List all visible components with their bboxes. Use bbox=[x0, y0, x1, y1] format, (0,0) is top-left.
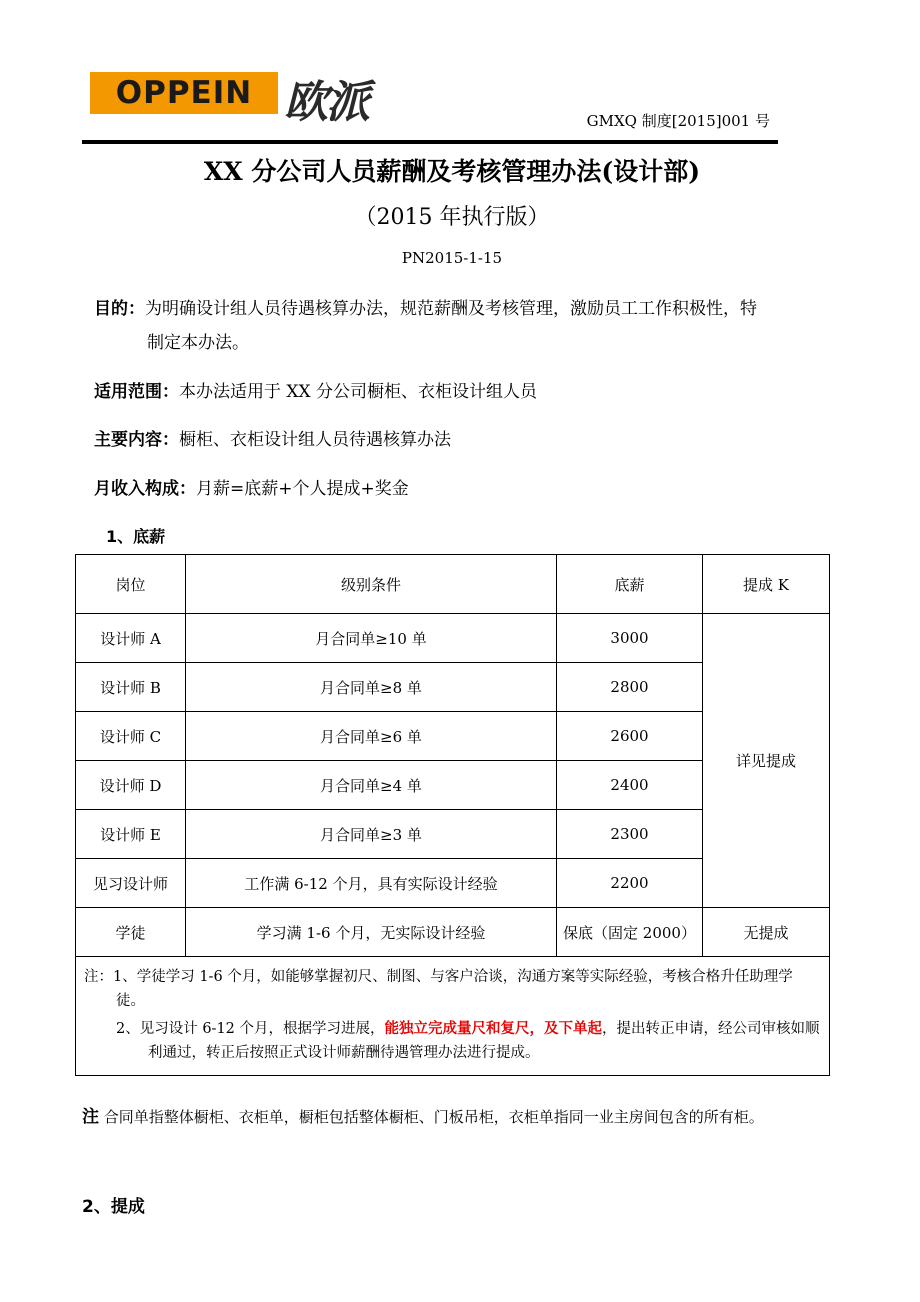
scope-paragraph bbox=[94, 375, 824, 409]
section-heading-commission: 2、提成 bbox=[82, 1197, 145, 1217]
logo-chinese-text: 欧派 bbox=[284, 77, 368, 128]
cell-salary: 保底（固定 2000） bbox=[557, 908, 703, 957]
content-text: 橱柜、衣柜设计组人员待遇核算办法 bbox=[179, 430, 451, 450]
purpose-continuation: 制定本办法。 bbox=[147, 333, 249, 353]
note-2-prefix: 2、见习设计 6-12 个月，根据学习进展， bbox=[116, 1021, 385, 1037]
cell-post: 学徒 bbox=[76, 908, 186, 957]
section-heading-base-salary: 1、底薪 bbox=[106, 527, 166, 546]
note-2 bbox=[84, 1017, 821, 1065]
cell-post: 设计师 D bbox=[76, 761, 186, 810]
header-commission: 提成 K bbox=[703, 555, 830, 614]
cell-condition: 月合同单≥6 单 bbox=[186, 712, 557, 761]
note-2-suffix: ，提出转正申请，经公司审核如顺利通过，转正后按照正式设计师薪酬待遇管理办法进行提成。 bbox=[148, 1021, 820, 1061]
contract-footnote bbox=[82, 1102, 842, 1127]
income-text: 月薪=底薪+个人提成+奖金 bbox=[196, 479, 409, 499]
company-logo bbox=[90, 72, 278, 114]
logo-text: OPPEIN bbox=[115, 75, 253, 111]
scope-label: 适用范围： bbox=[94, 382, 179, 402]
cell-condition: 月合同单≥3 单 bbox=[186, 810, 557, 859]
cell-salary: 3000 bbox=[557, 614, 703, 663]
cell-post: 见习设计师 bbox=[76, 859, 186, 908]
purpose-label: 目的： bbox=[94, 299, 145, 319]
cell-condition: 月合同单≥4 单 bbox=[186, 761, 557, 810]
cell-salary: 2300 bbox=[557, 810, 703, 859]
document-number: GMXQ 制度[2015]001 号 bbox=[586, 112, 770, 130]
cell-commission: 无提成 bbox=[703, 908, 830, 957]
content-label: 主要内容： bbox=[94, 430, 179, 450]
cell-salary: 2600 bbox=[557, 712, 703, 761]
document-pn: PN2015-1-15 bbox=[401, 249, 503, 267]
document-title: XX 分公司人员薪酬及考核管理办法(设计部) bbox=[203, 157, 701, 186]
cell-post: 设计师 C bbox=[76, 712, 186, 761]
cell-post: 设计师 B bbox=[76, 663, 186, 712]
cell-salary: 2200 bbox=[557, 859, 703, 908]
cell-post: 设计师 A bbox=[76, 614, 186, 663]
income-paragraph bbox=[94, 472, 824, 506]
document-subtitle: （2015 年执行版） bbox=[354, 205, 550, 230]
cell-salary: 2400 bbox=[557, 761, 703, 810]
header-divider bbox=[82, 140, 778, 144]
table-notes-row bbox=[76, 957, 830, 1076]
purpose-text: 为明确设计组人员待遇核算办法，规范薪酬及考核管理，激励员工工作积极性，特 bbox=[145, 299, 757, 319]
cell-commission-merged: 详见提成 bbox=[703, 614, 830, 908]
income-label: 月收入构成： bbox=[94, 479, 196, 499]
table-notes bbox=[76, 957, 830, 1076]
scope-text: 本办法适用于 XX 分公司橱柜、衣柜设计组人员 bbox=[179, 382, 538, 402]
cell-condition: 工作满 6-12 个月，具有实际设计经验 bbox=[186, 859, 557, 908]
salary-table bbox=[75, 554, 830, 1076]
header-salary: 底薪 bbox=[557, 555, 703, 614]
footnote-label: 注 bbox=[82, 1107, 99, 1127]
table-header-row bbox=[76, 555, 830, 614]
footnote-text: 合同单指整体橱柜、衣柜单，橱柜包括整体橱柜、门板吊柜，衣柜单指同一业主房间包含的所有柜。 bbox=[99, 1108, 764, 1126]
table-row bbox=[76, 614, 830, 663]
note-1: 注：1、学徒学习 1-6 个月，如能够掌握初尺、制图、与客户洽谈，沟通方案等实际经验，考核合格升任助理学徒。 bbox=[84, 969, 793, 1009]
content-paragraph bbox=[94, 423, 824, 457]
cell-post: 设计师 E bbox=[76, 810, 186, 859]
purpose-paragraph bbox=[94, 292, 824, 326]
header-condition: 级别条件 bbox=[186, 555, 557, 614]
table-row-apprentice bbox=[76, 908, 830, 957]
cell-condition: 学习满 1-6 个月，无实际设计经验 bbox=[186, 908, 557, 957]
cell-condition: 月合同单≥8 单 bbox=[186, 663, 557, 712]
cell-condition: 月合同单≥10 单 bbox=[186, 614, 557, 663]
header-post: 岗位 bbox=[76, 555, 186, 614]
note-2-emphasis: 能独立完成量尺和复尺，及下单起 bbox=[384, 1020, 603, 1037]
cell-salary: 2800 bbox=[557, 663, 703, 712]
